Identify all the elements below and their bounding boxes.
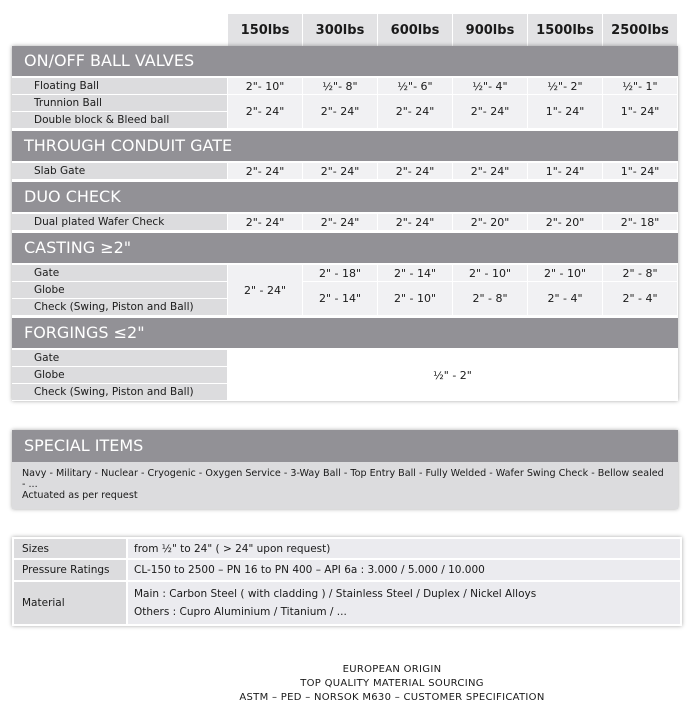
cell: 1"- 24"	[528, 163, 602, 180]
cell: 2" - 4"	[603, 282, 677, 316]
col-150: 150lbs	[228, 14, 302, 46]
value: from ½" to 24" ( > 24" upon request)	[128, 539, 680, 558]
row-label: Gate	[12, 350, 227, 367]
row-label: Globe	[12, 367, 227, 384]
cell: 2"- 20"	[453, 214, 527, 231]
row-label: Dual plated Wafer Check	[12, 214, 227, 231]
specs-row-sizes	[14, 539, 680, 558]
cell: 2" - 8"	[453, 282, 527, 316]
special-items-box	[12, 430, 678, 509]
cell: 2"- 24"	[228, 95, 302, 129]
cell: 2"- 24"	[453, 163, 527, 180]
special-line-2: Actuated as per request	[22, 490, 138, 501]
label: Material	[14, 582, 126, 624]
cell: ½"- 2"	[528, 78, 602, 95]
casting-grid	[12, 265, 678, 316]
cell: 2"- 24"	[303, 163, 377, 180]
col-600: 600lbs	[378, 14, 452, 46]
ball-valves-grid	[12, 78, 678, 129]
cell: 2"- 24"	[378, 95, 452, 129]
cell: ½"- 4"	[453, 78, 527, 95]
cell: 2" - 4"	[528, 282, 602, 316]
valve-range-table	[12, 46, 678, 401]
cell: 2"- 24"	[303, 95, 377, 129]
cell: 2"- 10"	[228, 78, 302, 95]
cell: ½"- 6"	[378, 78, 452, 95]
footer	[200, 663, 584, 705]
cell: 2" - 10"	[528, 265, 602, 282]
cell: 2"- 24"	[453, 95, 527, 129]
row-label: Check (Swing, Piston and Ball)	[12, 384, 227, 401]
col-2500: 2500lbs	[603, 14, 677, 46]
value: CL-150 to 2500 – PN 16 to PN 400 – API 6a : 3.000 / 5.000 / 10.000	[128, 560, 680, 580]
value	[128, 582, 680, 624]
cell: 2"- 20"	[528, 214, 602, 231]
specs-table	[12, 537, 682, 626]
cell: 2"- 24"	[303, 214, 377, 231]
row-label: Trunnion Ball	[12, 95, 227, 112]
cell: 1"- 24"	[603, 95, 677, 129]
cell: 2" - 18"	[303, 265, 377, 282]
cell: 2" - 24"	[228, 265, 302, 316]
section-ball-valves: ON/OFF BALL VALVES	[12, 46, 678, 76]
cell: ½" - 2"	[228, 350, 677, 401]
cell: 2" - 10"	[453, 265, 527, 282]
cell: 2" - 14"	[303, 282, 377, 316]
row-label: Globe	[12, 282, 227, 299]
footer-line: ASTM – PED – NORSOK M630 – CUSTOMER SPECIFICATION	[239, 692, 545, 703]
special-items-title: SPECIAL ITEMS	[12, 430, 678, 462]
cell: 2" - 14"	[378, 265, 452, 282]
cell: 2"- 24"	[378, 163, 452, 180]
cell: 1"- 24"	[528, 95, 602, 129]
cell: ½"- 1"	[603, 78, 677, 95]
cell: 2"- 24"	[228, 214, 302, 231]
row-label: Gate	[12, 265, 227, 282]
cell: ½"- 8"	[303, 78, 377, 95]
row-label: Check (Swing, Piston and Ball)	[12, 299, 227, 316]
cell: 2" - 10"	[378, 282, 452, 316]
conduit-grid	[12, 163, 678, 180]
section-conduit-gate: THROUGH CONDUIT GATE	[12, 131, 678, 161]
specs-row-pressure	[14, 560, 680, 580]
row-label: Slab Gate	[12, 163, 227, 180]
pressure-class-header	[228, 14, 678, 46]
cell: 2"- 24"	[228, 163, 302, 180]
label: Sizes	[14, 539, 126, 558]
cell: 1"- 24"	[603, 163, 677, 180]
forgings-grid	[12, 350, 678, 401]
material-main: Main : Carbon Steel ( with cladding ) / Stainless Steel / Duplex / Nickel Alloys	[134, 588, 537, 600]
section-forgings: FORGINGS ≤2"	[12, 318, 678, 348]
section-duo-check: DUO CHECK	[12, 182, 678, 212]
col-900: 900lbs	[453, 14, 527, 46]
row-label: Floating Ball	[12, 78, 227, 95]
row-label: Double block & Bleed ball	[12, 112, 227, 129]
col-1500: 1500lbs	[528, 14, 602, 46]
footer-line: EUROPEAN ORIGIN	[342, 664, 442, 675]
col-300: 300lbs	[303, 14, 377, 46]
material-other: Others : Cupro Aluminium / Titanium / ...	[134, 606, 347, 618]
label: Pressure Ratings	[14, 560, 126, 580]
cell: 2"- 24"	[378, 214, 452, 231]
cell: 2"- 18"	[603, 214, 677, 231]
cell: 2" - 8"	[603, 265, 677, 282]
special-items-text	[12, 462, 678, 509]
specs-row-material	[14, 582, 680, 624]
special-line-1: Navy - Military - Nuclear - Cryogenic - Oxygen Service - 3-Way Ball - Top Entry Ball - Fully Welded - Wafer Swing Check - Bellow sealed - ...	[22, 468, 664, 490]
duo-grid	[12, 214, 678, 231]
footer-line: TOP QUALITY MATERIAL SOURCING	[300, 678, 484, 689]
section-casting: CASTING ≥2"	[12, 233, 678, 263]
